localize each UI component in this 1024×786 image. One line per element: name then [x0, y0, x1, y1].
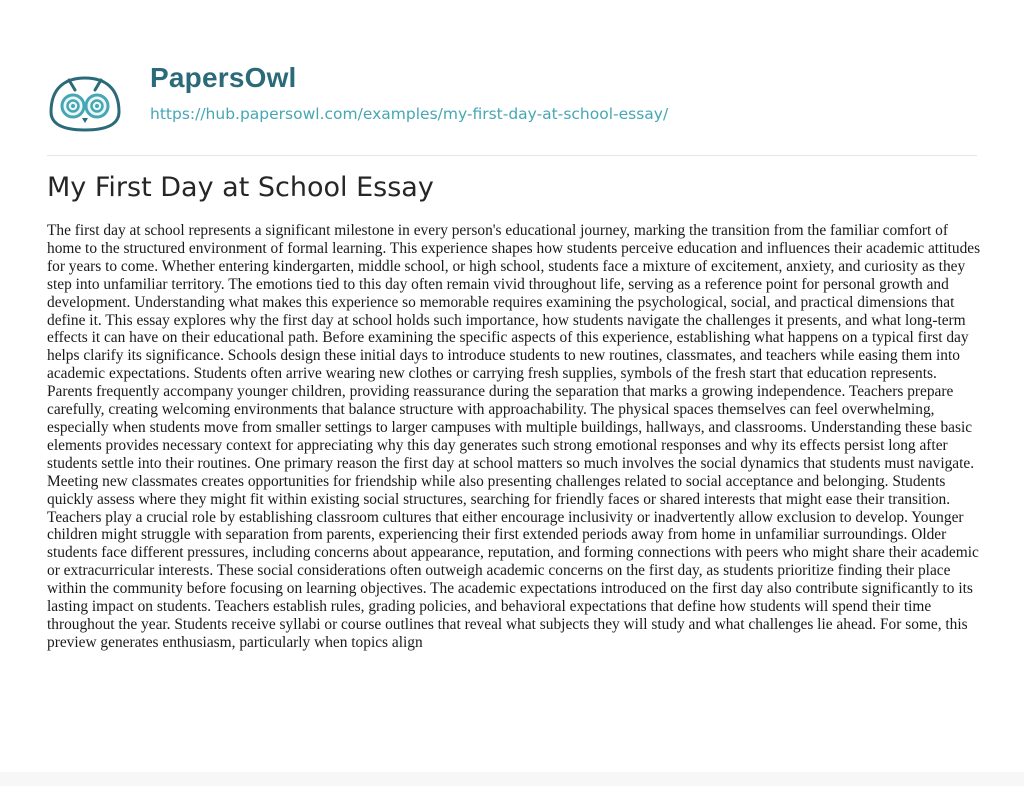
- footer-band: [0, 772, 1024, 786]
- source-url-link[interactable]: https://hub.papersowl.com/examples/my-first-day-at-school-essay/: [150, 105, 669, 123]
- page-title: My First Day at School Essay: [47, 172, 434, 203]
- header: [0, 0, 1024, 160]
- brand-name: PapersOwl: [150, 62, 297, 93]
- header-divider: [47, 155, 977, 156]
- essay-body: The first day at school represents a significant milestone in every person's educational journey, marking the transition from the familiar comfort of home to the structured environment of formal learning. This experience shapes how students perceive education and influences their academic attitudes for years to come. Whether entering kindergarten, middle school, or high school, students face a mixture of excitement, anxiety, and curiosity as they step into unfamiliar territory. The emotions tied to this day often remain vivid throughout life, serving as a reference point for personal growth and development. Understanding what makes this experience so memorable requires examining the psychological, social, and practical dimensions that define it. This essay explores why the first day at school holds such importance, how students navigate the challenges it presents, and what long-term effects it can have on their educational path. Before examining the specific aspects of this experience, establishing what happens on a typical first day helps clarify its significance. Schools design these initial days to introduce students to new routines, classmates, and teachers while easing them into academic expectations. Students often arrive wearing new clothes or carrying fresh supplies, symbols of the fresh start that education represents. Parents frequently accompany younger children, providing reassurance during the separation that marks a growing independence. Teachers prepare carefully, creating welcoming environments that balance structure with approachability. The physical spaces themselves can feel overwhelming, especially when students move from smaller settings to larger campuses with multiple buildings, hallways, and classrooms. Understanding these basic elements provides necessary context for appreciating why this day generates such strong emotional responses and why its effects persist long after students settle into their routines. One primary reason the first day at school matters so much involves the social dynamics that students must navigate. Meeting new classmates creates opportunities for friendship while also presenting challenges related to social acceptance and belonging. Students quickly assess where they might fit within existing social structures, searching for friendly faces or shared interests that might ease their transition. Teachers play a crucial role by establishing classroom cultures that either encourage inclusivity or inadvertently allow exclusion to develop. Younger children might struggle with separation from parents, experiencing their first extended periods away from home in unfamiliar surroundings. Older students face different pressures, including concerns about appearance, reputation, and forming connections with peers who might share their academic or extracurricular interests. These social considerations often outweigh academic concerns on the first day, as students prioritize finding their place within the community before focusing on learning objectives. The academic expectations introduced on the first day also contribute significantly to its lasting impact on students. Teachers establish rules, grading policies, and behavioral expectations that define how students will spend their time throughout the year. Students receive syllabi or course outlines that reveal what subjects they will study and what challenges lie ahead. For some, this preview generates enthusiasm, particularly when topics align: [47, 222, 981, 651]
- owl-logo-icon: [47, 72, 123, 132]
